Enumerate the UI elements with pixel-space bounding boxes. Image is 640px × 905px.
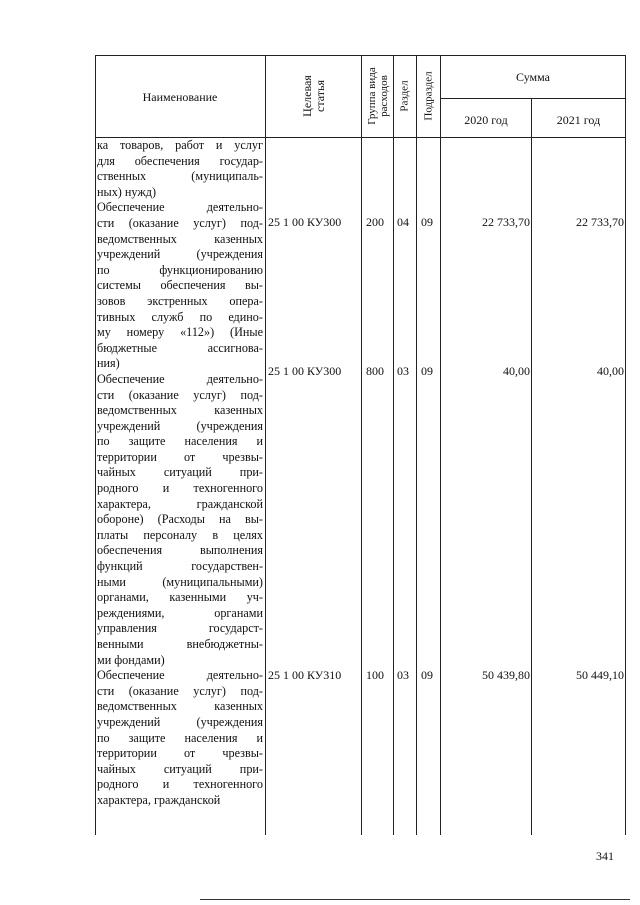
name-column: [97, 138, 263, 809]
name-line: сти (оказание услуг) под-: [97, 387, 263, 402]
row-subsection: 09: [421, 364, 433, 378]
name-line: тивных служб по едино-: [97, 309, 263, 324]
row-group: 100: [366, 668, 384, 682]
row-subsection: 09: [421, 215, 433, 229]
name-line: характера, гражданской: [97, 496, 263, 511]
header-section-text: Раздел: [399, 80, 411, 112]
footer-rule: [200, 899, 630, 900]
header-year-2021: 2021 год: [556, 113, 601, 127]
header-group-text: Группа вида расходов: [365, 67, 390, 125]
row-sum-2020: 50 439,80: [482, 668, 530, 682]
col-border-left: [95, 55, 96, 835]
name-line: бюджетные ассигнова-: [97, 340, 263, 355]
page-number: 341: [596, 849, 614, 863]
name-line: ведомственных казенных: [97, 699, 263, 714]
header-sum: Сумма: [516, 70, 550, 84]
name-line: му номеру «112») (Иные: [97, 325, 263, 340]
header-section: [394, 55, 416, 137]
header-target: [266, 55, 361, 137]
row-group: 800: [366, 364, 384, 378]
col-border-subsection: [440, 55, 441, 835]
name-line: органами, казенными уч-: [97, 590, 263, 605]
name-line: платы персоналу в целях: [97, 527, 263, 542]
name-line: по функционированию: [97, 262, 263, 277]
row-target: 25 1 00 КУ310: [268, 668, 342, 682]
name-line: ния): [97, 356, 120, 371]
name-line: венными внебюджетны-: [97, 637, 263, 651]
name-line: обороне) (Расходы на вы-: [97, 512, 263, 527]
col-border-group: [393, 55, 394, 835]
row-section: 04: [397, 215, 409, 229]
col-border-section: [416, 55, 417, 835]
row-target: 25 1 00 КУ300: [268, 364, 342, 378]
header-subsection: [417, 55, 440, 137]
row-section: 03: [397, 364, 409, 378]
name-line: ка товаров, работ и услуг: [97, 138, 263, 152]
name-line: по защите населения и: [97, 434, 263, 449]
name-line: зовов экстренных опера-: [97, 293, 263, 308]
name-line: функций государствен-: [97, 559, 263, 574]
row-target: 25 1 00 КУ300: [268, 215, 342, 229]
name-line: учреждений (учреждения: [97, 247, 263, 262]
name-line: системы обеспечения вы-: [97, 278, 263, 293]
name-line: для обеспечения государ-: [97, 153, 263, 168]
name-line: территории от чрезвы-: [97, 746, 263, 761]
header-year-2020: 2020 год: [464, 113, 508, 127]
name-line: Обеспечение деятельно-: [97, 371, 263, 386]
name-line: реждениями, органами: [97, 605, 263, 620]
name-line: ми фондами): [97, 652, 165, 667]
name-line: Обеспечение деятельно-: [97, 200, 263, 215]
row-sum-2020: 40,00: [503, 364, 530, 378]
name-line: чайных ситуаций при-: [97, 465, 263, 480]
header-target-text: Целевая статья: [299, 75, 327, 117]
name-line: ных) нужд): [97, 184, 157, 199]
name-line: ведомственных казенных: [97, 403, 263, 418]
header-sum-divider: [441, 98, 626, 99]
name-line: ведомственных казенных: [97, 231, 263, 246]
col-border-target: [361, 55, 362, 835]
header-name: Наименование: [142, 90, 218, 104]
name-line: ными (муниципальными): [97, 574, 263, 589]
name-line: ственных (муниципаль-: [97, 169, 263, 184]
name-line: родного и техногенного: [97, 777, 263, 792]
col-border-right: [625, 55, 626, 835]
name-line: Обеспечение деятельно-: [97, 668, 263, 683]
name-line: характера, гражданской: [97, 792, 221, 807]
row-sum-2021: 40,00: [597, 364, 624, 378]
name-line: чайных ситуаций при-: [97, 761, 263, 776]
name-line: родного и техногенного: [97, 481, 263, 496]
row-subsection: 09: [421, 668, 433, 682]
name-line: сти (оказание услуг) под-: [97, 215, 263, 230]
row-group: 200: [366, 215, 384, 229]
header-subsection-text: Подраздел: [422, 71, 435, 121]
name-line: учреждений (учреждения: [97, 714, 263, 729]
name-line: сти (оказание услуг) под-: [97, 683, 263, 698]
row-sum-2020: 22 733,70: [482, 215, 530, 229]
name-line: территории от чрезвы-: [97, 449, 263, 464]
name-line: обеспечения выполнения: [97, 543, 263, 558]
header-group: [362, 55, 393, 137]
row-section: 03: [397, 668, 409, 682]
row-sum-2021: 50 449,10: [576, 668, 624, 682]
row-sum-2021: 22 733,70: [576, 215, 624, 229]
name-line: по защите населения и: [97, 730, 263, 745]
col-border-name: [265, 55, 266, 835]
col-border-2020: [531, 98, 532, 835]
name-line: учреждений (учреждения: [97, 418, 263, 433]
name-line: управления государст-: [97, 621, 263, 636]
